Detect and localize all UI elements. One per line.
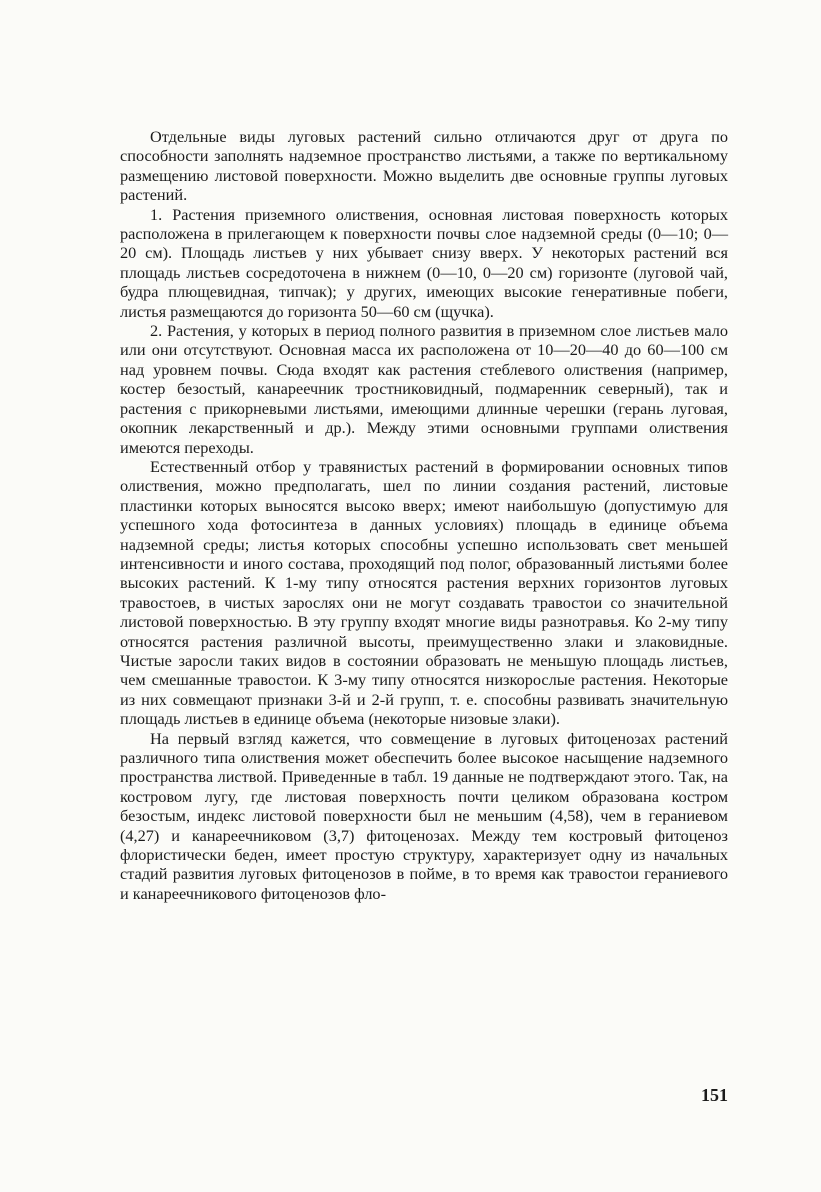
paragraph-group-2: 2. Растения, у которых в период полного развития в приземном слое листьев мало или они отсутствуют. Основная масса их расположена от 10—20—40 до 60—100 см над уровнем почвы. Сюда входят как растения стеблевого олиствения (например, костер безостый, канареечник тростниковидный, подмаренник северный), так и растения с прикорневыми листьями, имеющими длинные черешки (герань луговая, окопник лекарственный и др.). Между этими основными группами олиствения имеются переходы. — [120, 321, 728, 457]
paragraph-intro: Отдельные виды луговых растений сильно отличаются друг от друга по способности заполнять надземное пространство листьями, а также по вертикальному размещению листовой поверхности. Можно выделить две основные группы луговых растений. — [120, 127, 728, 205]
paragraph-natural-selection: Естественный отбор у травянистых растений в формировании основных типов олиствения, можно предполагать, шел по линии создания растений, листовые пластинки которых выносятся высоко вверх; имеют наибольшую (допустимую для успешного хода фотосинтеза в данных условиях) площадь в единице объема надземной среды; листья которых способны успешно использовать свет меньшей интенсивности и иного состава, проходящий под полог, образованный листьями более высоких растений. К 1-му типу относятся растения верхних горизонтов луговых травостоев, в чистых зарослях они не могут создавать травостои со значительной листовой поверхностью. В эту группу входят многие виды разнотравья. Ко 2-му типу относятся растения различной высоты, преимущественно злаки и злаковидные. Чистые заросли таких видов в состоянии образовать не меньшую площадь листьев, чем смешанные травостои. К 3-му типу относятся низкорослые растения. Некоторые из них совмещают признаки 3-й и 2-й групп, т. е. способны развивать значительную площадь листьев в единице объема (некоторые низовые злаки). — [120, 456, 728, 729]
page-number: 151 — [701, 1085, 728, 1105]
paragraph-phytocenoses: На первый взгляд кажется, что совмещение в луговых фитоценозах растений различного типа олиствения может обеспечить более высокое насыщение надземного пространства листвой. Приведенные в табл. 19 данные не подтверждают этого. Так, на костровом лугу, где листовая поверхность почти целиком образована костром безостым, индекс листовой поверхности был не меньшим (4,58), чем в гераниевом (4,27) и канареечниковом (3,7) фитоценозах. Между тем костровый фитоценоз флористически беден, имеет простую структуру, характеризует одну из начальных стадий развития луговых фитоценозов в пойме, в то время как травостои гераниевого и канареечникового фитоценозов фло- — [120, 728, 728, 903]
body-text — [120, 127, 728, 903]
paragraph-group-1: 1. Растения приземного олиствения, основная листовая поверхность которых расположена в прилегающем к поверхности почвы слое надземной среды (0—10; 0—20 см). Площадь листьев у них убывает снизу вверх. У некоторых растений вся площадь листьев сосредоточена в нижнем (0—10, 0—20 см) горизонте (луговой чай, будра плющевидная, типчак); у других, имеющих высокие генеративные побеги, листья размещаются до горизонта 50—60 см (щучка). — [120, 204, 728, 321]
